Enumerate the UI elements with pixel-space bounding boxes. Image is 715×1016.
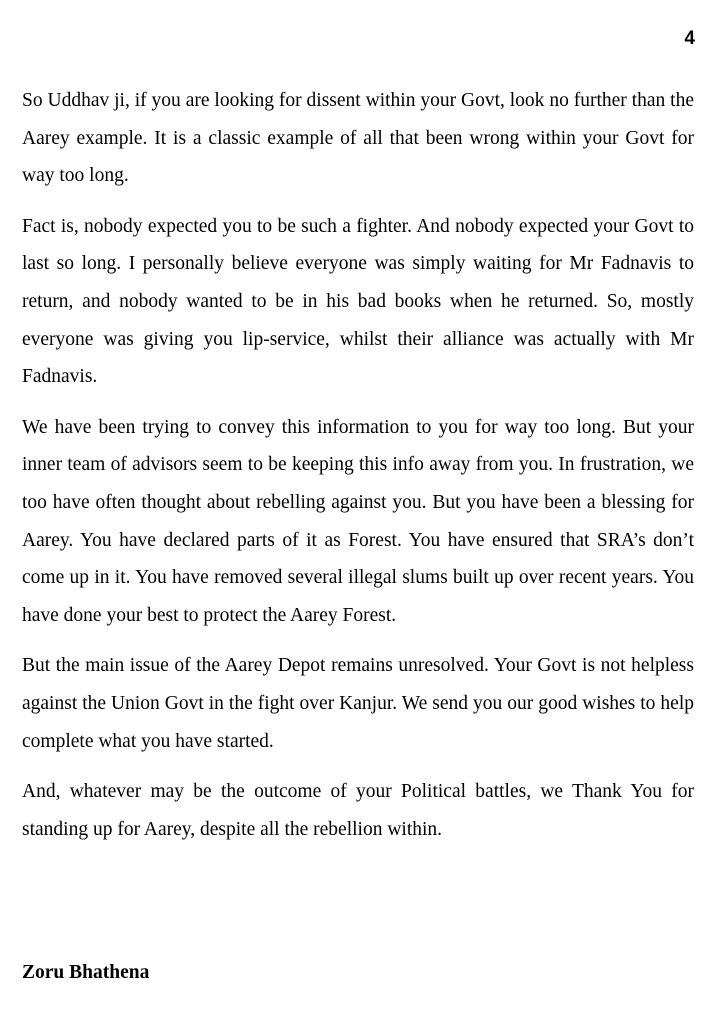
paragraph-fighter: Fact is, nobody expected you to be such a fighter. And nobody expected your Govt to last so long. I personally believe everyone was simply waiting for Mr Fadnavis to return, and nobody wanted to be in his bad books when he returned. So, mostly everyone was giving you lip-service, whilst their alliance was actually with Mr Fadnavis.	[22, 215, 694, 388]
letter-body	[22, 82, 694, 861]
page-number: 4	[684, 28, 695, 49]
paragraph-advisors: We have been trying to convey this information to you for way too long. But your inner team of advisors seem to be keeping this info away from you. In frustration, we too have often thought about rebelling against you. But you have been a blessing for Aarey. You have declared parts of it as Forest. You have ensured that SRA’s don’t come up in it. You have removed several illegal slums built up over recent years. You have done your best to protect the Aarey Forest.	[22, 416, 694, 626]
paragraph-closing: And, whatever may be the outcome of your Political battles, we Thank You for standing up for Aarey, despite all the rebellion within.	[22, 781, 694, 840]
paragraph-aarey-depot: But the main issue of the Aarey Depot remains unresolved. Your Govt is not helpless against the Union Govt in the fight over Kanjur. We send you our good wishes to help complete what you have started.	[22, 655, 694, 752]
paragraph-dissent: So Uddhav ji, if you are looking for dissent within your Govt, look no further than the Aarey example. It is a classic example of all that been wrong within your Govt for way too long.	[22, 90, 694, 187]
signature-name: Zoru Bhathena	[22, 962, 150, 983]
